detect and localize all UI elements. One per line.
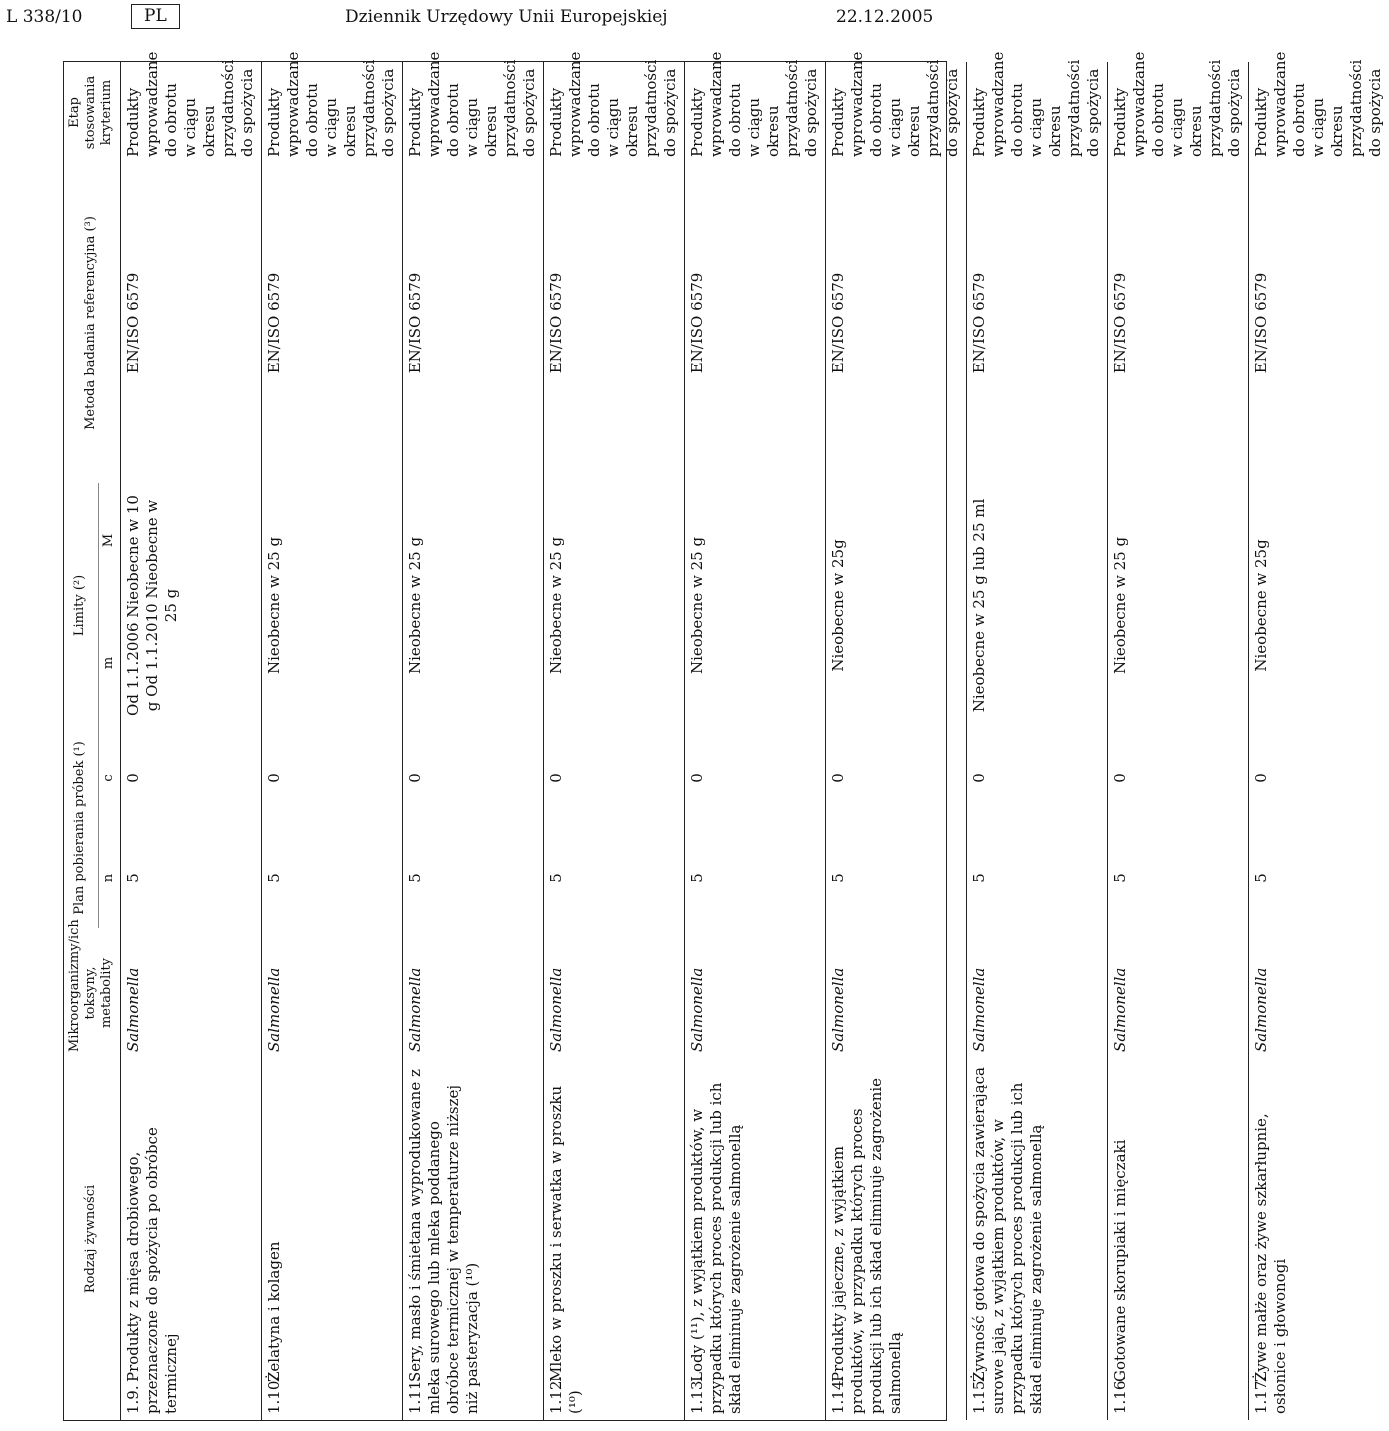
limit-cell: Nieobecne w 25 g (261, 483, 402, 728)
table-row (825, 62, 966, 1420)
stage-cell: Produkty wprowadzane do obrotu w ciągu okresu przydatności do spożycia (1251, 51, 1384, 157)
col-micro: Mikroorganizmy/ich toksyny, metabolity (64, 928, 120, 1058)
c-cell: 0 (966, 728, 1107, 828)
n-cell: 5 (1251, 873, 1270, 883)
micro-cell: Salmonella (120, 928, 261, 1058)
table-row (684, 62, 825, 1420)
stage-cell: Produkty wprowadzane do obrotu w ciągu okresu przydatności do spożycia (966, 62, 1107, 163)
col-c: c (98, 728, 120, 828)
limit-cell: Nieobecne w 25g (825, 483, 966, 728)
limit-cell: Nieobecne w 25 g lub 25 ml (966, 483, 1107, 728)
food-text: Lody (¹¹), z wyjątkiem produktów, w przypadku których proces produkcji lub ich skład eliminuje zagrożenie salmonellą (687, 1082, 744, 1414)
table-row (966, 62, 1107, 1420)
row-number: 1.11. (405, 1375, 424, 1414)
row-number: 1.17. (1251, 1375, 1270, 1414)
col-n: n (98, 828, 120, 928)
n-cell: 5 (261, 828, 402, 928)
n-cell: 5 (825, 828, 966, 928)
food-text: Gotowane skorupiaki i mięczaki (1110, 1139, 1129, 1382)
table-row (402, 62, 543, 1420)
stage-cell: Produkty wprowadzane do obrotu w ciągu okresu przydatności do spożycia (1107, 62, 1248, 163)
n-cell: 5 (120, 828, 261, 928)
stage-cell: Produkty wprowadzane do obrotu w ciągu okresu przydatności do spożycia (684, 62, 825, 163)
row-number: 1.10. (264, 1375, 283, 1414)
micro-cell: Salmonella (1251, 967, 1270, 1052)
page-header (0, 0, 960, 34)
micro-cell: Salmonella (261, 928, 402, 1058)
row-number: 1.14. (828, 1375, 847, 1414)
col-plan: Plan pobierania próbek (¹) (64, 728, 98, 928)
limit-cell: Nieobecne w 25g (1251, 539, 1270, 672)
food-text: Żywność gotowa do spożycia zawierająca surowe jaja, z wyjątkiem produktów, w przypadku których proces produkcji lub ich skład eliminuje zagrożenie salmonellą (969, 1067, 1045, 1414)
n-cell: 5 (684, 828, 825, 928)
food-cell (684, 1058, 825, 1420)
journal-title: Dziennik Urzędowy Unii Europejskiej (345, 7, 668, 27)
c-cell: 0 (1107, 728, 1248, 828)
table-body (120, 51, 1389, 1420)
col-food: Rodzaj żywności (64, 1058, 120, 1420)
c-cell: 0 (543, 728, 684, 828)
method-cell: EN/ISO 6579 (684, 163, 825, 483)
limit-cell: Nieobecne w 25 g (543, 483, 684, 728)
micro-cell: Salmonella (543, 928, 684, 1058)
n-cell: 5 (402, 828, 543, 928)
col-limits: Limity (²) (64, 483, 98, 728)
micro-cell: Salmonella (825, 928, 966, 1058)
food-cell (1248, 1058, 1389, 1420)
method-cell: EN/ISO 6579 (120, 163, 261, 483)
limit-cell: Nieobecne w 25 g (402, 483, 543, 728)
micro-cell: Salmonella (966, 928, 1107, 1058)
food-cell (1107, 1058, 1248, 1420)
c-cell: 0 (1251, 773, 1270, 783)
table-row (1107, 62, 1248, 1420)
table-row (543, 62, 684, 1420)
row-number: 1.13. (687, 1375, 706, 1414)
food-text: Żywe małże oraz żywe szkarłupnie, osłonice i głowonogi (1251, 1113, 1289, 1414)
micro-cell: Salmonella (402, 928, 543, 1058)
stage-cell: Produkty wprowadzane do obrotu w ciągu okresu przydatności do spożycia (261, 62, 402, 163)
method-cell: EN/ISO 6579 (966, 163, 1107, 483)
food-text: Produkty jajeczne, z wyjątkiem produktów, w przypadku których proces produkcji lub ich skład eliminuje zagrożenie salmonellą (828, 1077, 904, 1414)
stage-cell: Produkty wprowadzane do obrotu w ciągu okresu przydatności do spożycia (120, 62, 261, 163)
n-cell: 5 (966, 828, 1107, 928)
method-cell: EN/ISO 6579 (1107, 163, 1248, 483)
food-text: Żelatyna i kolagen (264, 1241, 283, 1382)
food-cell (261, 1058, 402, 1420)
method-cell: EN/ISO 6579 (261, 163, 402, 483)
language-badge: PL (131, 4, 180, 29)
c-cell: 0 (825, 728, 966, 828)
c-cell: 0 (402, 728, 543, 828)
col-stage: Etap stosowania kryterium (64, 62, 120, 163)
food-cell (966, 1058, 1107, 1420)
food-text: Produkty z mięsa drobiowego, przeznaczone do spożycia po obróbce termicznej (123, 1127, 180, 1414)
food-cell (543, 1058, 684, 1420)
method-cell: EN/ISO 6579 (543, 163, 684, 483)
table-header (64, 62, 120, 1420)
row-number: 1.12. (546, 1375, 565, 1414)
criteria-table (64, 51, 1389, 1420)
table-row (1248, 62, 1389, 1420)
row-number: 1.9. (123, 1385, 142, 1414)
table-row (261, 62, 402, 1420)
micro-cell: Salmonella (684, 928, 825, 1058)
col-method: Metoda badania referencyjna (³) (64, 163, 120, 483)
food-text: Mleko w proszku i serwatka w proszku (¹⁰) (546, 1085, 584, 1414)
page-reference: L 338/10 (6, 7, 83, 27)
limit-cell: Od 1.1.2006 Nieobecne w 10 g Od 1.1.2010 Nieobecne w 25 g (120, 483, 261, 728)
method-cell: EN/ISO 6579 (1251, 272, 1270, 374)
col-m-lower: m (98, 598, 120, 728)
table-row (120, 62, 261, 1420)
stage-cell: Produkty wprowadzane do obrotu w ciągu okresu przydatności do spożycia (825, 62, 966, 163)
limit-cell: Nieobecne w 25 g (684, 483, 825, 728)
method-cell: EN/ISO 6579 (825, 163, 966, 483)
row-number: 1.15. (969, 1375, 988, 1414)
food-cell (120, 1058, 261, 1420)
publication-date: 22.12.2005 (836, 7, 934, 27)
c-cell: 0 (261, 728, 402, 828)
c-cell: 0 (120, 728, 261, 828)
food-cell (402, 1058, 543, 1420)
n-cell: 5 (543, 828, 684, 928)
micro-cell: Salmonella (1107, 928, 1248, 1058)
n-cell: 5 (1107, 828, 1248, 928)
stage-cell: Produkty wprowadzane do obrotu w ciągu okresu przydatności do spożycia (402, 62, 543, 163)
col-m-upper: M (98, 483, 120, 598)
criteria-table-rotated (63, 51, 1384, 1421)
row-number: 1.16. (1110, 1375, 1129, 1414)
food-text: Sery, masło i śmietana wyprodukowane z mleka surowego lub mleka poddanego obróbce termicznej w temperaturze niższej niż pasteryzacja (¹⁰) (405, 1069, 481, 1414)
c-cell: 0 (684, 728, 825, 828)
method-cell: EN/ISO 6579 (402, 163, 543, 483)
food-cell (825, 1058, 966, 1420)
limit-cell: Nieobecne w 25 g (1107, 483, 1248, 728)
stage-cell: Produkty wprowadzane do obrotu w ciągu okresu przydatności do spożycia (543, 62, 684, 163)
